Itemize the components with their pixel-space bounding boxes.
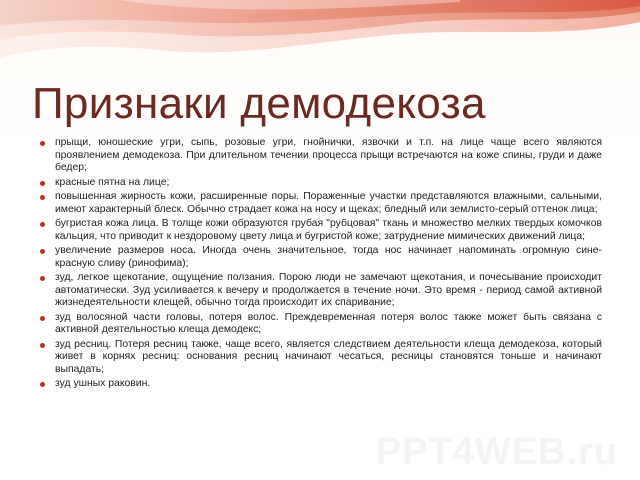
list-item: [36, 339, 602, 377]
top-wave-decoration: [0, 0, 640, 90]
list-item-text: зуд ресниц. Потеря ресниц также, чаще всего, является следствием деятельности клеща демодекоза, который живет в корнях ресниц: основания ресниц начинают чесаться, ресницы становятся тоньше и начинают выпадать;: [55, 338, 602, 375]
list-item: [36, 312, 602, 337]
bullet-icon: [40, 316, 45, 321]
list-item: [36, 177, 602, 190]
list-item-text: красные пятна на лице;: [55, 176, 170, 188]
bullet-icon: [40, 141, 45, 146]
watermark: PPT4WEB.ru: [375, 431, 618, 473]
bullet-icon: [40, 276, 45, 281]
list-item: [36, 137, 602, 175]
bullet-list: [36, 137, 602, 393]
list-item: [36, 272, 602, 310]
list-item-text: зуд волосяной части головы, потеря волос. Преждевременная потеря волос также может быть связана с активной деятельностью клеща демодекс;: [55, 311, 602, 335]
slide-title: Признаки демодекоза: [32, 79, 486, 128]
bullet-icon: [40, 382, 45, 387]
list-item: [36, 218, 602, 243]
bullet-icon: [40, 222, 45, 227]
list-item: [36, 378, 602, 391]
list-item-text: повышенная жирность кожи, расширенные поры. Пораженные участки представляются влажными, сальными, имеют характерный блеск. Обычно страдает кожа на носу и щеках; бледный или землисто-серый оттенок лица;: [55, 191, 602, 215]
list-item-text: зуд, легкое щекотание, ощущение ползания. Порою люди не замечают щекотания, и почесывание происходит автоматически. Зуд усиливается к вечеру и продолжается в течение ночи. Это время - период самой активной жизнедеятельности клещей, обычно тогда происходит их спаривание;: [55, 272, 602, 308]
list-item-text: бугристая кожа лица. В толще кожи образуются грубая "рубцовая" ткань и множество мелких твердых комочков кальция, что приводит к нездоровому цвету лица и бугристой коже; затруднение мимических движений лица;: [55, 218, 602, 242]
bullet-icon: [40, 181, 45, 186]
list-item-text: зуд ушных раковин.: [55, 378, 151, 389]
list-item: [36, 245, 602, 270]
bullet-icon: [40, 249, 45, 254]
list-item-text: прыщи, юношеские угри, сыпь, розовые угри, гнойнички, язвочки и т.п. на лице чаще всего являются проявлением демодекоза. При длительном течении процесса прыщи встречаются на коже спины, груди и даже бедер;: [55, 137, 602, 173]
bullet-icon: [40, 343, 45, 348]
list-item: [36, 191, 602, 216]
bullet-icon: [40, 195, 45, 200]
list-item-text: увеличение размеров носа. Иногда очень значительное, тогда нос начинает напоминать огромную сине-красную сливу (ринофима);: [55, 245, 602, 269]
